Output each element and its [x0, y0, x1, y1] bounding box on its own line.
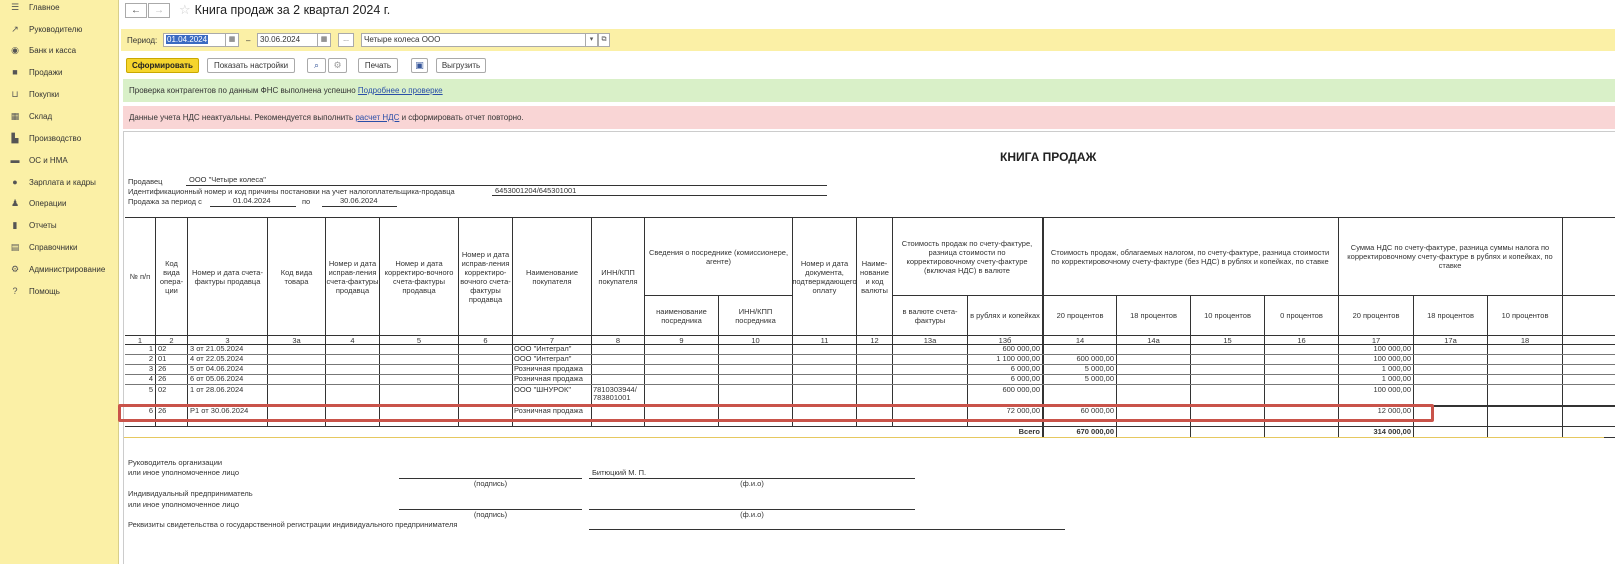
sidebar-item-purchases[interactable]: [0, 84, 119, 104]
head-name: Битюцкий М. П.: [592, 468, 647, 477]
row-buyer: Розничная продажа: [514, 406, 583, 415]
book-icon: ▤: [10, 242, 20, 252]
row-invoice: Р1 от 30.06.2024: [190, 406, 249, 415]
row-vat-20: 1 000,00: [1381, 364, 1411, 373]
sidebar-item-label: Руководителю: [29, 24, 83, 34]
period-to-underline: [322, 206, 397, 207]
header-vat-10: 10 процентов: [1501, 311, 1549, 320]
header-currency: Наиме-нование и код валюты: [860, 258, 889, 295]
cart-icon: ⊔: [11, 89, 19, 99]
row-code: 26: [158, 364, 167, 373]
registration-label: Реквизиты свидетельства о государственной регистрации индивидуального предпринимателя: [128, 520, 458, 529]
head-sign-caption: (подпись): [473, 479, 508, 488]
date-to-input[interactable]: 30.06.2024: [257, 33, 331, 47]
row-cost-rub: 600 000,00: [1002, 385, 1040, 394]
header-buyer: Наименование покупателя: [526, 267, 578, 286]
header-corrective-correction: Номер и дата исправ-ления корректиро-вочного счета-фактуры продавца: [460, 249, 511, 304]
trend-icon: ↗: [11, 24, 19, 34]
save-icon[interactable]: ▣: [411, 58, 428, 73]
vat-warning-text: Данные учета НДС неактуальны. Рекомендуется выполнить: [129, 113, 354, 122]
question-icon: ?: [12, 286, 18, 296]
head-label-1: Руководитель организации: [128, 458, 223, 467]
row-cost-rub: 6 000,00: [1010, 364, 1040, 373]
col-number: 16: [1297, 336, 1306, 345]
col-number: 7: [549, 336, 555, 345]
sidebar-item-label: Банк и касса: [29, 45, 77, 55]
gear-icon: ⚙: [10, 264, 20, 274]
period-to-label: по: [302, 197, 311, 206]
sidebar-item-label: Склад: [29, 111, 53, 121]
star-icon[interactable]: ☆: [179, 2, 191, 17]
sidebar-item-help[interactable]: [0, 281, 119, 301]
header-rate-0: 0 процентов: [1280, 311, 1323, 320]
row-invoice: 4 от 22.05.2024: [190, 354, 244, 363]
col-number: 4: [350, 336, 355, 345]
col-number: 15: [1223, 336, 1232, 345]
header-cost-rub: в рублях и копейках: [970, 311, 1040, 320]
row-rate-20: 600 000,00: [1076, 354, 1114, 363]
bag-icon: ■: [12, 67, 18, 77]
row-num: 3: [148, 364, 153, 373]
forward-button[interactable]: →: [148, 3, 170, 18]
fns-check-link[interactable]: Подробнее о проверке: [357, 86, 443, 95]
sidebar-item-bank[interactable]: [0, 40, 119, 60]
seller-value: ООО "Четыре колеса": [189, 175, 266, 184]
sidebar-item-label: Справочники: [29, 242, 78, 252]
highlight-frame: [118, 404, 1434, 422]
row-vat-20: 100 000,00: [1373, 344, 1411, 353]
sidebar-item-label: Зарплата и кадры: [29, 177, 96, 187]
sidebar-item-sales[interactable]: [0, 62, 119, 82]
row-buyer: Розничная продажа: [514, 364, 583, 373]
fns-check-text: Проверка контрагентов по данным ФНС выполнена успешно: [129, 86, 356, 95]
inn-underline: [492, 195, 827, 196]
header-vat-20: 20 процентов: [1352, 311, 1400, 320]
row-rate-20: 60 000,00: [1080, 406, 1114, 415]
col-number: 14а: [1147, 336, 1160, 345]
ip-sign-caption: (подпись): [473, 510, 508, 519]
inn-value: 6453001204/645301001: [495, 186, 577, 195]
sidebar-item-label: Покупки: [29, 89, 60, 99]
person-icon: ●: [12, 177, 18, 187]
head-fio-caption: (ф.и.о): [740, 479, 764, 488]
sidebar-item-label: Помощь: [29, 286, 60, 296]
sidebar-item-label: Отчеты: [29, 220, 57, 230]
header-sales-cost: Стоимость продаж по счету-фактуре, разница стоимости по корректировочному счету-фактуре (включая НДС) в валюте: [901, 238, 1033, 275]
sidebar-item-management[interactable]: [0, 19, 119, 39]
header-buyer-inn: ИНН/КПП покупателя: [598, 267, 638, 286]
row-code: 02: [158, 385, 167, 394]
sidebar: [0, 0, 119, 564]
row-buyer-inn: 7810303944/ 783801001: [593, 385, 637, 402]
warehouse-icon: ▦: [10, 111, 20, 121]
bank-icon: ◉: [11, 45, 19, 55]
col-number: 12: [870, 336, 879, 345]
header-correction: Номер и дата исправ-ления счета-фактуры продавца: [326, 258, 379, 295]
header-payment-doc: Номер и дата документа, подтверждающего оплату: [792, 258, 857, 295]
search-icon[interactable]: ⌕: [307, 58, 326, 73]
operations-icon: ♟: [10, 198, 20, 208]
row-vat-20: 100 000,00: [1373, 385, 1411, 394]
header-vat-sum: Сумма НДС по счету-фактуре, разница суммы налога по корректировочному счету-фактуре в рублях и копейках, по ставке: [1347, 243, 1553, 270]
period-from-underline: [210, 206, 296, 207]
row-vat-20: 1 000,00: [1381, 374, 1411, 383]
header-taxable-cost: Стоимость продаж, облагаемых налогом, по счету-фактуре, разница стоимости по корректировочному счету-фактуре (без НДС) в рублях и копейках, по ставке: [1050, 247, 1330, 266]
open-icon[interactable]: ⧉: [598, 33, 610, 47]
row-cost-rub: 1 100 000,00: [996, 354, 1040, 363]
header-rate-20: 20 процентов: [1056, 311, 1104, 320]
head-label-2: или иное уполномоченное лицо: [128, 468, 240, 477]
show-settings-button[interactable]: Показать настройки: [207, 58, 295, 73]
row-code: 02: [158, 344, 167, 353]
header-intermediary: Сведения о посреднике (комиссионере, агенте): [648, 247, 789, 266]
sidebar-item-admin[interactable]: [0, 259, 119, 279]
row-invoice: 5 от 04.06.2024: [190, 364, 244, 373]
date-from-value: 01.04.2024: [167, 35, 208, 44]
row-vat-20: 12 000,00: [1377, 406, 1411, 415]
calendar-to-icon[interactable]: ▦: [317, 33, 331, 47]
organization-input[interactable]: Четыре колеса ООО: [361, 33, 586, 47]
seller-label: Продавец: [128, 177, 163, 186]
col-number: 13б: [998, 336, 1012, 345]
vat-warning-message: [123, 106, 1615, 129]
ip-label-2: или иное уполномоченное лицо: [128, 500, 240, 509]
sidebar-item-label: Операции: [29, 198, 67, 208]
col-number: 3а: [292, 336, 301, 345]
col-number: 3: [225, 336, 230, 345]
period-dash: –: [246, 36, 251, 45]
chevron-down-icon[interactable]: ▾: [586, 33, 598, 47]
header: [125, 2, 390, 18]
header-corrective-invoice: Номер и дата корректиро-вочного счета-фактуры продавца: [384, 258, 454, 295]
total-rate-20: 670 000,00: [1076, 427, 1114, 436]
row-num: 4: [148, 374, 153, 383]
col-number: 8: [615, 336, 621, 345]
row-invoice: 6 от 05.06.2024: [190, 374, 244, 383]
header-rate-10: 10 процентов: [1204, 311, 1251, 320]
period-label: Период:: [127, 36, 158, 45]
period-from-label: Продажа за период с: [128, 197, 202, 206]
row-vat-20: 100 000,00: [1373, 354, 1411, 363]
sidebar-item-salary[interactable]: [0, 172, 119, 192]
chart-icon: ▮: [12, 220, 18, 230]
col-number: 17: [1371, 336, 1381, 345]
col-number: 13а: [923, 336, 937, 345]
report-title: КНИГА ПРОДАЖ: [1000, 150, 1097, 164]
registration-line: [589, 529, 1065, 530]
row-num: 5: [148, 385, 153, 394]
row-invoice: 1 от 28.06.2024: [190, 385, 244, 394]
row-cost-rub: 72 000,00: [1006, 406, 1040, 415]
row-buyer: Розничная продажа: [514, 374, 583, 383]
menu-icon: ☰: [10, 2, 20, 12]
period-from-value: 01.04.2024: [233, 196, 271, 205]
header-num: № п/п: [129, 272, 151, 281]
col-number: 9: [679, 336, 684, 345]
sidebar-item-label: ОС и НМА: [29, 155, 68, 165]
back-button[interactable]: ←: [125, 3, 147, 18]
sidebar-item-main[interactable]: [0, 0, 119, 17]
header-intermediary-name: наименование посредника: [656, 306, 707, 325]
header-goods-code: Код вида товара: [280, 267, 313, 286]
sidebar-item-operations[interactable]: [0, 193, 119, 213]
sidebar-item-label: Главное: [29, 2, 60, 12]
sidebar-item-reports[interactable]: [0, 215, 119, 235]
sidebar-item-label: Производство: [29, 133, 82, 143]
row-rate-20: 5 000,00: [1084, 374, 1114, 383]
fns-check-message: [123, 79, 1615, 102]
header-intermediary-inn: ИНН/КПП посредника: [735, 306, 776, 325]
row-buyer: ООО "ШНУРОК": [514, 385, 572, 394]
vat-warning-text-end: и сформировать отчет повторно.: [401, 113, 524, 122]
col-number: 6: [483, 336, 488, 345]
ip-fio-caption: (ф.и.о): [740, 510, 764, 519]
page-title: Книга продаж за 2 квартал 2024 г.: [194, 3, 391, 17]
col-number: 18: [1520, 336, 1530, 345]
header-op-code: Код вида опера-ции: [159, 258, 184, 295]
truck-icon: ▬: [10, 155, 20, 165]
header-vat-18: 18 процентов: [1427, 311, 1474, 320]
sidebar-item-label: Администрирование: [29, 264, 106, 274]
col-number: 2: [169, 336, 174, 345]
col-number: 17а: [1444, 336, 1457, 345]
section-divider: [124, 437, 1604, 438]
row-cost-rub: 6 000,00: [1010, 374, 1040, 383]
calendar-from-icon[interactable]: ▦: [225, 33, 239, 47]
period-select-button[interactable]: ...: [338, 33, 354, 47]
row-buyer: ООО "Интеграл": [514, 354, 572, 363]
row-code: 01: [158, 354, 167, 363]
ip-label-1: Индивидуальный предприниматель: [128, 489, 253, 498]
factory-icon: ▙: [11, 133, 19, 143]
print-button[interactable]: Печать: [358, 58, 398, 73]
settings-icon[interactable]: ⚙: [328, 58, 347, 73]
sidebar-item-warehouse[interactable]: [0, 106, 119, 126]
row-num: 2: [148, 354, 153, 363]
row-rate-20: 5 000,00: [1084, 364, 1114, 373]
col-number: 11: [820, 336, 829, 345]
sidebar-item-label: Продажи: [29, 67, 63, 77]
total-label: Всего: [1018, 427, 1040, 436]
header-invoice: Номер и дата счета-фактуры продавца: [192, 267, 263, 286]
row-buyer: ООО "Интеграл": [514, 344, 572, 353]
row-code: 26: [158, 374, 167, 383]
col-number: 14: [1075, 336, 1085, 345]
row-cost-rub: 600 000,00: [1002, 344, 1040, 353]
header-rate-18: 18 процентов: [1130, 311, 1177, 320]
total-vat-20: 314 000,00: [1373, 427, 1411, 436]
col-number: 10: [751, 336, 760, 345]
sidebar-item-assets[interactable]: [0, 150, 119, 170]
header-cost-currency: в валюте счета-фактуры: [902, 306, 958, 325]
vat-calc-link[interactable]: расчет НДС: [355, 113, 400, 122]
col-number: 5: [416, 336, 422, 345]
period-to-value: 30.06.2024: [340, 196, 378, 205]
inn-label: Идентификационный номер и код причины постановки на учет налогоплательщика-продавца: [128, 187, 455, 196]
generate-button[interactable]: Сформировать: [126, 58, 199, 73]
row-code: 26: [158, 406, 167, 415]
export-button[interactable]: Выгрузить: [436, 58, 486, 73]
filter-bar: [121, 29, 1615, 51]
sidebar-item-directories[interactable]: [0, 237, 119, 257]
row-num: 1: [148, 344, 153, 353]
row-invoice: 3 от 21.05.2024: [190, 344, 244, 353]
row-num: 6: [148, 406, 153, 415]
sidebar-item-production[interactable]: [0, 128, 119, 148]
col-number: 1: [137, 336, 143, 345]
